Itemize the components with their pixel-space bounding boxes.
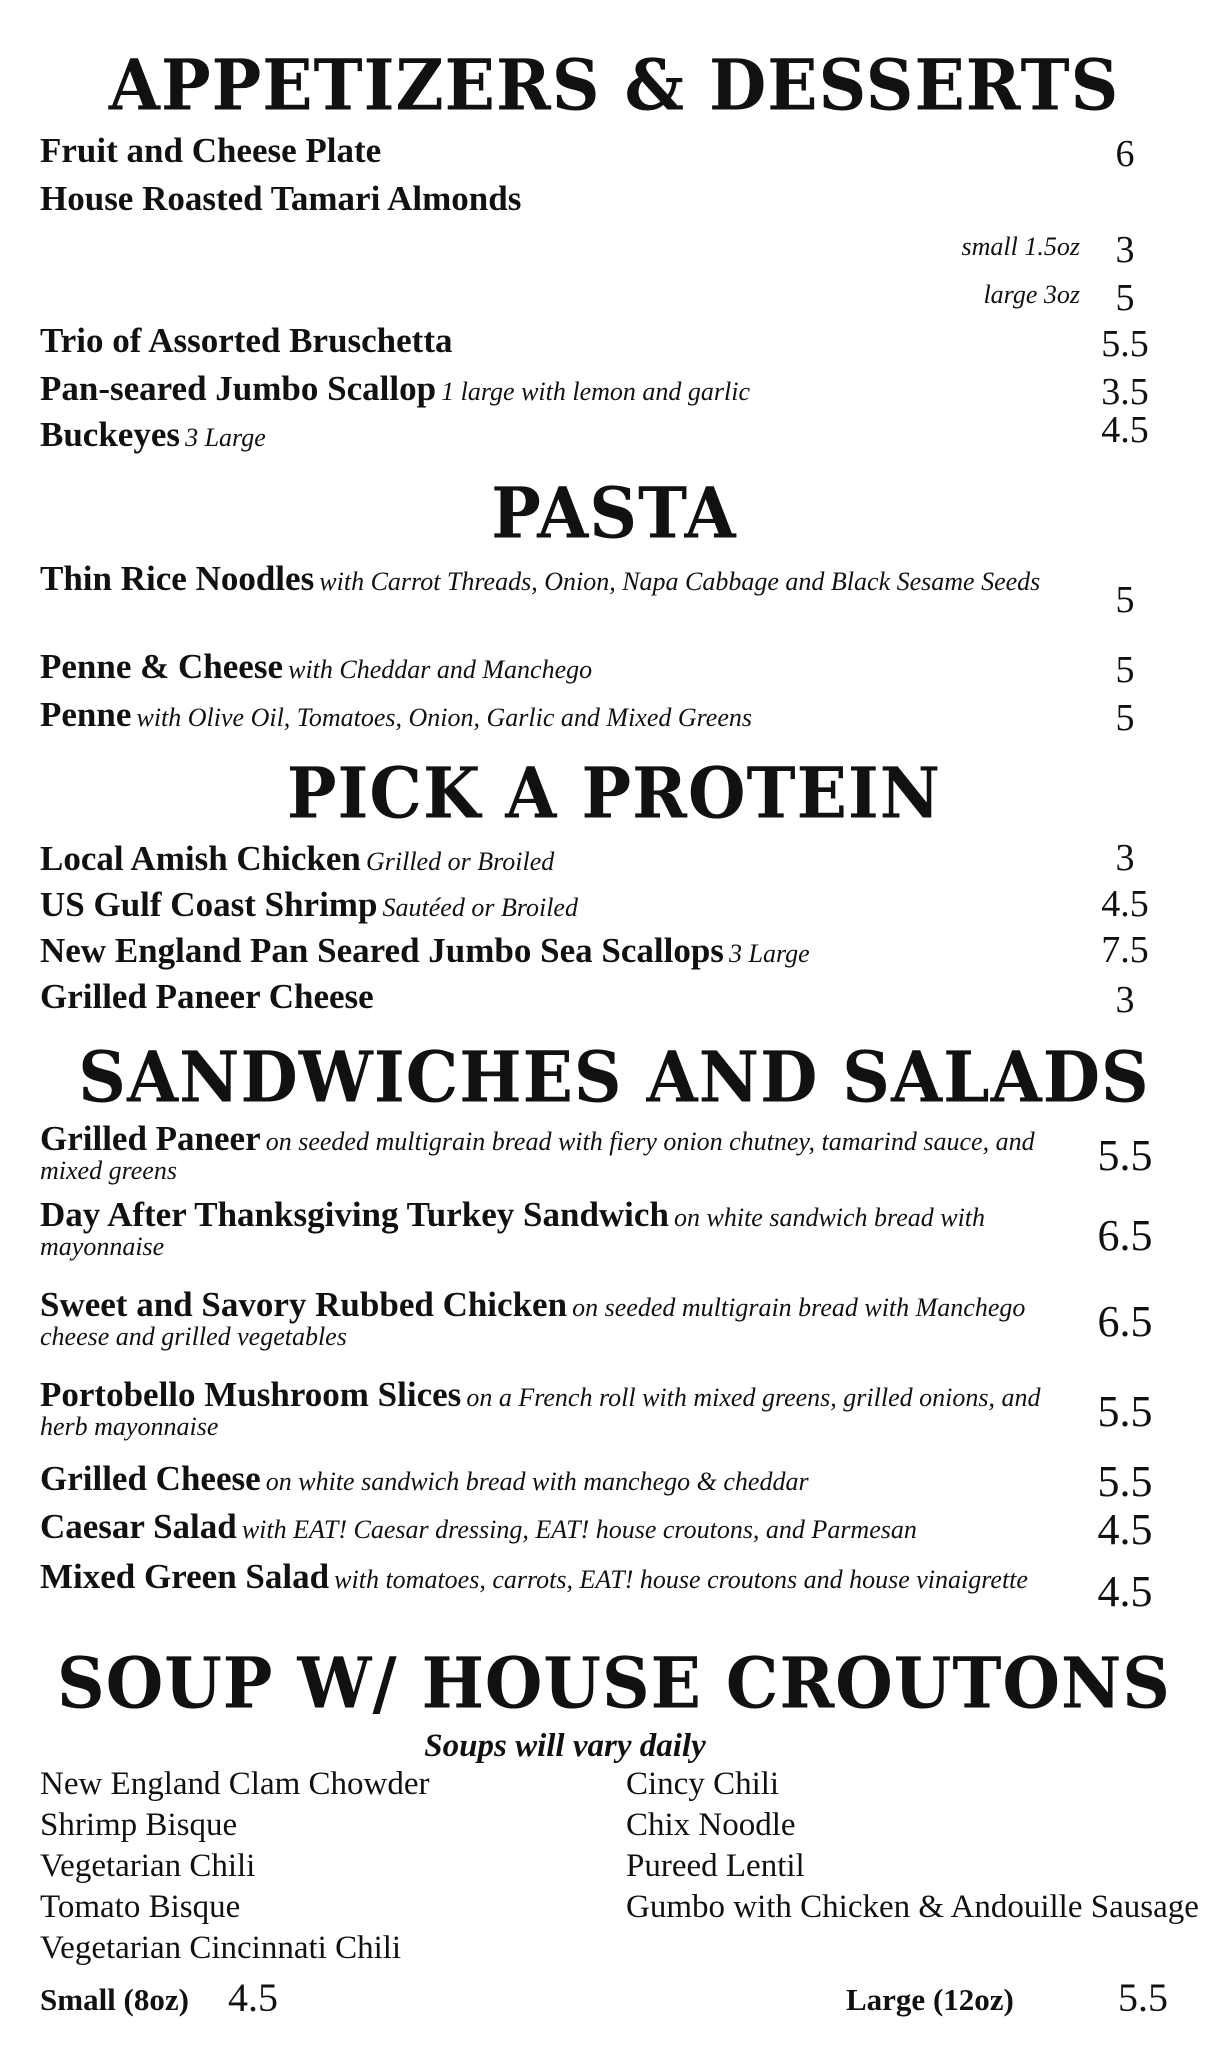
item-desc: Sautéed or Broiled	[382, 893, 578, 922]
menu-item	[40, 929, 1170, 971]
item-name: Grilled Cheese	[40, 1459, 261, 1498]
small-size-price: 4.5	[228, 1975, 278, 2020]
list-item: Gumbo with Chicken & Andouille Sausage	[626, 1889, 1199, 1925]
item-price: 7.5	[1101, 929, 1149, 971]
menu-item	[40, 180, 1170, 219]
item-desc: 3 Large	[729, 939, 810, 968]
item-desc: with EAT! Caesar dressing, EAT! house croutons, and Parmesan	[241, 1515, 917, 1544]
menu-item	[40, 369, 1170, 413]
item-desc: on seeded multigrain bread with fiery onion chutney, tamarind sauce, and mixed greens	[40, 1127, 1035, 1185]
large-size-label: Large (12oz)	[846, 1982, 1014, 2017]
item-name: Day After Thanksgiving Turkey Sandwich	[40, 1195, 669, 1234]
list-item: Cincy Chili	[626, 1766, 780, 1802]
item-desc: with Olive Oil, Tomatoes, Onion, Garlic and Mixed Greens	[136, 703, 753, 732]
item-desc: on a French roll with mixed greens, grilled onions, and herb mayonnaise	[40, 1383, 1041, 1441]
item-price: 4.5	[1097, 1505, 1153, 1554]
menu-item	[40, 559, 1170, 621]
item-price: 5	[1115, 697, 1135, 739]
item-price: 5.5	[1097, 1131, 1153, 1180]
size-label: small 1.5oz	[961, 232, 1080, 261]
pasta-heading: PASTA	[491, 471, 737, 555]
item-name: Pan-seared Jumbo Scallop	[40, 369, 437, 408]
item-price: 4.5	[1097, 1567, 1153, 1616]
small-size-label: Small (8oz)	[40, 1982, 189, 2017]
soup-list-right	[626, 1764, 1199, 1928]
item-price: 5	[1115, 649, 1135, 691]
menu-item	[40, 883, 1170, 925]
item-desc: on seeded multigrain bread with Manchego cheese and grilled vegetables	[40, 1293, 1026, 1351]
item-price: 5	[1115, 579, 1135, 621]
large-size-price: 5.5	[1118, 1975, 1168, 2020]
item-price: 3.5	[1101, 371, 1149, 413]
item-price: 5.5	[1097, 1387, 1153, 1436]
item-name: Caesar Salad	[40, 1507, 237, 1546]
item-price: 3	[1115, 837, 1135, 879]
soup-heading: SOUP W/ HOUSE CROUTONS	[57, 1641, 1171, 1725]
item-name: US Gulf Coast Shrimp	[40, 885, 378, 924]
item-desc: 3 Large	[185, 423, 266, 452]
soup-list-left	[40, 1764, 430, 1969]
item-name: Fruit and Cheese Plate	[40, 131, 382, 170]
item-desc: with tomatoes, carrots, EAT! house croutons and house vinaigrette	[334, 1565, 1028, 1594]
protein-heading: PICK A PROTEIN	[286, 751, 942, 835]
menu-item	[40, 837, 1170, 879]
size-price: 3	[1115, 229, 1135, 271]
item-price: 6.5	[1097, 1211, 1153, 1260]
appetizers-heading: APPETIZERS & DESSERTS	[108, 43, 1120, 127]
menu-item	[40, 695, 1170, 739]
menu-item	[40, 1457, 1170, 1506]
item-price: 6.5	[1097, 1297, 1153, 1346]
soup-note: Soups will vary daily	[424, 1728, 706, 1764]
menu-item	[40, 1376, 1170, 1439]
item-price: 3	[1115, 979, 1135, 1021]
item-price: 5.5	[1097, 1457, 1153, 1506]
item-desc: on white sandwich bread with mayonnaise	[40, 1203, 986, 1261]
list-item: Chix Noodle	[626, 1807, 796, 1843]
menu-item	[40, 1120, 1170, 1183]
item-name: Grilled Paneer	[40, 1119, 261, 1158]
menu-item	[40, 409, 1170, 455]
item-name: New England Pan Seared Jumbo Sea Scallops	[40, 931, 724, 970]
size-label: large 3oz	[983, 280, 1080, 309]
menu-item	[40, 1505, 1170, 1554]
size-price: 5	[1115, 277, 1135, 319]
menu-item	[40, 321, 1170, 365]
list-item: New England Clam Chowder	[40, 1766, 430, 1802]
item-price: 4.5	[1101, 409, 1149, 451]
item-name: Local Amish Chicken	[40, 839, 361, 878]
item-desc: Grilled or Broiled	[365, 847, 555, 876]
menu-item	[40, 647, 1170, 691]
item-name: Buckeyes	[40, 415, 180, 454]
list-item: Pureed Lentil	[626, 1848, 805, 1884]
menu-item	[40, 1196, 1170, 1259]
list-item: Vegetarian Chili	[40, 1848, 256, 1884]
list-item: Vegetarian Cincinnati Chili	[40, 1930, 402, 1966]
item-name: Sweet and Savory Rubbed Chicken	[40, 1285, 568, 1324]
item-desc: on white sandwich bread with manchego & cheddar	[265, 1467, 809, 1496]
item-name: Penne	[40, 695, 132, 734]
item-name: Penne & Cheese	[40, 647, 284, 686]
menu-item	[40, 977, 1170, 1021]
list-item: Shrimp Bisque	[40, 1807, 238, 1843]
item-price: 5.5	[1101, 323, 1149, 365]
item-desc: 1 large with lemon and garlic	[441, 377, 751, 406]
list-item: Tomato Bisque	[40, 1889, 241, 1925]
menu-item	[40, 1557, 1170, 1616]
item-name: Mixed Green Salad	[40, 1557, 330, 1596]
item-price: 4.5	[1101, 883, 1149, 925]
sandwiches-heading: SANDWICHES AND SALADS	[78, 1035, 1150, 1119]
item-name: Trio of Assorted Bruschetta	[40, 321, 453, 360]
menu-item	[40, 1286, 1170, 1349]
size-option	[40, 276, 1170, 319]
item-name: Portobello Mushroom Slices	[40, 1375, 462, 1414]
menu-item	[40, 131, 1170, 175]
item-name: House Roasted Tamari Almonds	[40, 179, 522, 218]
item-desc: with Cheddar and Manchego	[288, 655, 593, 684]
item-name: Grilled Paneer Cheese	[40, 977, 374, 1016]
item-desc: with Carrot Threads, Onion, Napa Cabbage and Black Sesame Seeds	[319, 567, 1041, 596]
size-option	[40, 228, 1170, 271]
item-price: 6	[1115, 133, 1135, 175]
item-name: Thin Rice Noodles	[40, 559, 315, 598]
